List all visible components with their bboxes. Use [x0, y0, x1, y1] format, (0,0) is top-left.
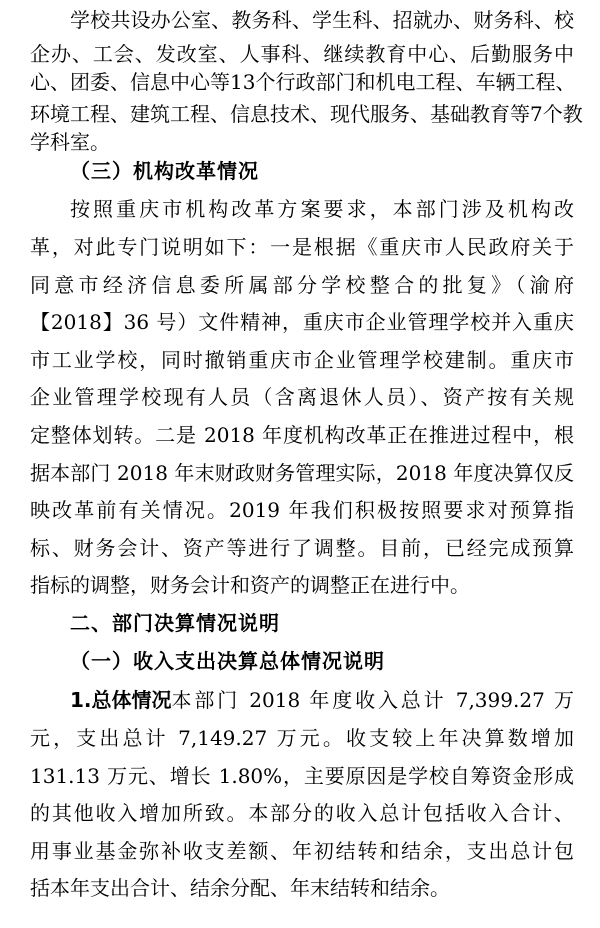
- reform-heading: （三）机构改革情况: [70, 159, 259, 183]
- intro-line-4: 环境工程、建筑工程、信息技术、现代服务、基础教育等7个教: [30, 102, 583, 126]
- intro-line-3: 心、团委、信息中心等13个行政部门和机电工程、车辆工程、: [30, 70, 576, 94]
- budget-line-5: 括本年支出合计、结余分配、年末结转和结余。: [30, 876, 450, 900]
- budget-subheading: （一）收入支出决算总体情况说明: [70, 649, 385, 673]
- reform-line-8: 据本部门 2018 年末财政财务管理实际，2018 年度决算仅反: [30, 461, 574, 485]
- budget-lead-line: [70, 683, 574, 717]
- intro-line-2: 企办、工会、发改室、人事科、继续教育中心、后勤服务中: [30, 42, 574, 66]
- budget-line-4: 用事业基金弥补收支差额、年初结转和结余，支出总计包: [30, 839, 574, 863]
- budget-line-3: 的其他收入增加所致。本部分的收入总计包括收入合计、: [30, 801, 574, 825]
- reform-line-1: 按照重庆市机构改革方案要求，本部门涉及机构改: [70, 197, 574, 221]
- budget-section-heading: 二、部门决算情况说明: [70, 611, 280, 635]
- intro-line-5: 学科室。: [30, 130, 110, 154]
- reform-line-9: 映改革前有关情况。2019 年我们积极按照要求对预算指: [30, 498, 574, 522]
- reform-line-5: 市工业学校，同时撤销重庆市企业管理学校建制。重庆市: [30, 348, 574, 372]
- reform-line-4: 【2018】36 号）文件精神，重庆市企业管理学校并入重庆: [30, 310, 574, 334]
- reform-line-7: 定整体划转。二是 2018 年度机构改革正在推进过程中，根: [30, 423, 574, 447]
- reform-line-11: 指标的调整，财务会计和资产的调整正在进行中。: [30, 573, 470, 597]
- budget-lead-text: 本部门 2018 年度收入总计 7,399.27 万: [171, 688, 574, 712]
- intro-line-1: 学校共设办公室、教务科、学生科、招就办、财务科、校: [70, 8, 574, 32]
- reform-line-6: 企业管理学校现有人员（含离退休人员）、资产按有关规: [30, 385, 574, 409]
- reform-line-10: 标、财务会计、资产等进行了调整。目前，已经完成预算: [30, 536, 574, 560]
- reform-line-2: 革，对此专门说明如下：一是根据《重庆市人民政府关于: [30, 235, 574, 259]
- budget-line-2: 131.13 万元、增长 1.80%，主要原因是学校自筹资金形成: [30, 764, 574, 788]
- budget-lead-label: 1.总体情况: [70, 688, 172, 712]
- reform-line-3: 同意市经济信息委所属部分学校整合的批复》（渝府: [30, 273, 574, 297]
- budget-line-1: 元，支出总计 7,149.27 万元。收支较上年决算数增加: [30, 726, 574, 750]
